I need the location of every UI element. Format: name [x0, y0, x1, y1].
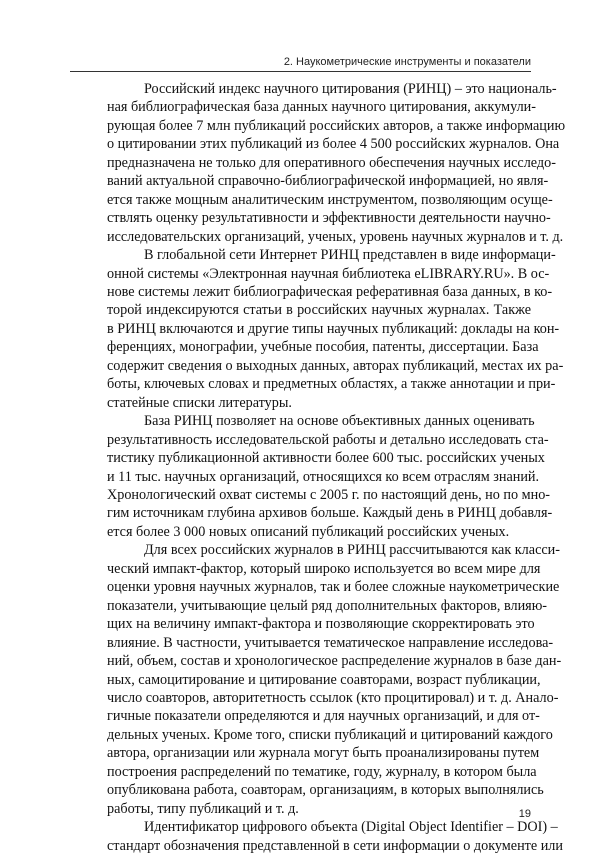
text-line: В глобальной сети Интернет РИНЦ представлен в виде информаци-	[144, 247, 556, 264]
text-line: ется более 3 000 новых описаний публикаций российских ученых.	[107, 523, 510, 540]
text-line: опубликована работа, соавторам, организациям, в которых выполнялись	[107, 782, 544, 799]
text-line: ствлять оценку результативности и эффективности деятельности научно-	[107, 210, 551, 227]
paragraph-rints-definition	[70, 80, 566, 246]
text-line: нове системы лежит библиографическая реферативная база данных, в ко-	[107, 283, 553, 300]
text-line: ческий импакт-фактор, который широко используется во всем мире для	[107, 560, 541, 577]
text-line: статейные списки литературы.	[107, 394, 292, 411]
text-line: гим источникам глубина архивов больше. Каждый день в РИНЦ добавля-	[107, 505, 553, 522]
text-line: Для всех российских журналов в РИНЦ рассчитываются как класси-	[144, 542, 560, 559]
text-line: о цитировании этих публикаций из более 4 500 российских журналов. Она	[107, 136, 560, 153]
paragraph-database-capabilities	[70, 412, 553, 541]
text-line: и 11 тыс. научных организаций, относящихся ко всем отраслям знаний.	[107, 468, 540, 485]
text-line: ференциях, монографии, учебные пособия, патенты, диссертации. База	[107, 339, 539, 356]
paragraph-elibrary	[70, 246, 564, 412]
running-header: 2. Наукометрические инструменты и показатели	[283, 56, 531, 68]
text-line: рующая более 7 млн публикаций российских авторов, а также информацию	[107, 117, 566, 134]
text-line: ется также мощным аналитическим инструментом, позволяющим осуще-	[107, 191, 553, 208]
text-line: Идентификатор цифрового объекта (Digital Object Identifier – DOI) –	[144, 819, 558, 836]
header-divider	[70, 71, 531, 72]
text-line: онной системы «Электронная научная библиотека eLIBRARY.RU». В ос-	[107, 265, 550, 282]
text-line: Хронологический охват системы с 2005 г. по настоящий день, но по мно-	[107, 486, 551, 503]
text-line: ных, самоцитирование и цитирование соавторами, возраст публикации,	[107, 671, 541, 688]
text-line: гичные показатели определяются и для научных организаций, и для от-	[107, 708, 540, 725]
text-line: содержит сведения о выходных данных, авторах публикаций, местах их ра-	[107, 357, 564, 374]
text-line: База РИНЦ позволяет на основе объективных данных оценивать	[144, 413, 535, 430]
text-line: стандарт обозначения представленной в сети информации о документе или	[107, 837, 563, 854]
text-line: дельных ученых. Кроме того, списки публикаций и цитирований каждого	[107, 726, 553, 743]
text-line: ваний актуальной справочно-библиографической информацией, но явля-	[107, 173, 549, 190]
page-number: 19	[518, 808, 531, 820]
text-line: тистику публикационной активности более 600 тыс. российских ученых	[107, 450, 545, 467]
text-line: влияние. В частности, учитывается тематическое направление исследова-	[107, 634, 554, 651]
text-line: число соавторов, авторитетность ссылок (кто процитировал) и т. д. Анало-	[107, 689, 559, 706]
text-line: работы, типу публикаций и т. д.	[107, 800, 299, 817]
text-line: ная библиографическая база данных научного цитирования, аккумули-	[107, 99, 536, 116]
text-line: построения распределений по тематике, году, журналу, в котором была	[107, 763, 537, 780]
text-line: автора, организации или журнала могут быть проанализированы путем	[107, 745, 540, 762]
text-line: в РИНЦ включаются и другие типы научных публикаций: доклады на кон-	[107, 320, 560, 337]
paragraph-doi	[70, 818, 563, 855]
text-line: щих на величину импакт-фактора и позволяющие скорректировать это	[107, 616, 535, 633]
text-line: ний, объем, состав и хронологическое распределение журналов в базе дан-	[107, 653, 562, 670]
text-line: Российский индекс научного цитирования (РИНЦ) – это националь-	[144, 81, 557, 97]
body-text	[70, 80, 566, 855]
text-line: боты, ключевых словах и предметных областях, а также аннотации и при-	[107, 376, 556, 393]
text-line: торой индексируются статьи в российских научных журналах. Также	[107, 302, 531, 319]
text-line: исследовательских организаций, ученых, уровень научных журналов и т. д.	[107, 228, 564, 245]
text-line: показатели, учитывающие целый ряд дополнительных факторов, влияю-	[107, 597, 548, 614]
text-line: предназначена не только для оперативного обеспечения научных исследо-	[107, 154, 556, 171]
paragraph-impact-factor	[70, 541, 562, 818]
text-line: оценки уровня научных журналов, так и более сложные наукометрические	[107, 579, 560, 596]
text-line: результативность исследовательской работы и детально исследовать ста-	[107, 431, 549, 448]
